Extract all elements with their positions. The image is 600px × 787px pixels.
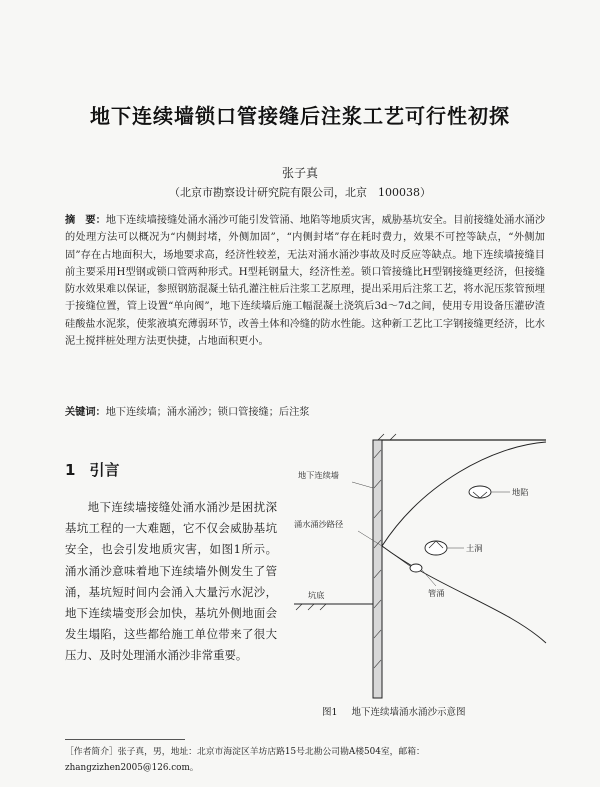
abstract — [65, 212, 545, 350]
keywords-text: 地下连续墙；涌水涌沙；锁口管接缝；后注浆 — [105, 407, 310, 418]
intro-body — [65, 497, 277, 667]
figure-1-diagram — [288, 428, 550, 718]
label-soil-hole: 土洞 — [466, 543, 483, 553]
figure-number: 图1 — [322, 707, 338, 718]
figure-1-caption — [322, 704, 466, 718]
footnote-rule — [65, 739, 185, 740]
abstract-label: 摘 要： — [65, 215, 106, 226]
section-title: 引言 — [89, 461, 120, 479]
keywords — [65, 403, 545, 418]
label-diaphragm-wall: 地下连续墙 — [298, 470, 339, 480]
paper-title: 地下连续墙锁口管接缝后注浆工艺可行性初探 — [90, 104, 510, 128]
intro-paragraph: 地下连续墙接缝处涌水涌沙是困扰深基坑工程的一大难题，它不仅会威胁基坑安全，也会引发地质灾害，如图1所示。涌水涌沙意味着地下连续墙外侧发生了管涌，基坑短时间内会涌入大量污水泥沙，地下连续墙变形会加快，基坑外侧地面会发生塌陷，这些都给施工单位带来了很大压力、及时处理涌水涌沙非常重要。 — [65, 500, 277, 663]
piping-point — [410, 564, 422, 572]
label-piping: 管涌 — [428, 588, 445, 598]
figure-caption-text: 地下连续墙涌水涌沙示意图 — [351, 707, 466, 718]
author-affiliation: （北京市勘察设计研究院有限公司，北京 100038） — [169, 186, 431, 199]
soil-hole — [425, 541, 447, 555]
section-number: 1 — [65, 461, 76, 479]
diaphragm-wall — [373, 440, 382, 698]
label-pit-bottom: 坑底 — [308, 590, 325, 600]
author-name: 张子真 — [281, 166, 318, 180]
sinkhole — [469, 486, 491, 498]
label-sinkhole: 地陷 — [512, 487, 529, 497]
label-seepage-path: 涌水涌沙路径 — [294, 519, 344, 529]
author-footnote: ［作者简介］张子真，男，地址：北京市海淀区羊坊店路15号北勘公司勘A楼504室，邮箱：zhangzizhen2005@126.com。 — [65, 747, 425, 773]
keywords-label: 关键词： — [65, 407, 106, 418]
section-heading — [65, 459, 119, 480]
abstract-text: 地下连续墙接缝处涌水涌沙可能引发管涌、地陷等地质灾害，威胁基坑安全。目前接缝处涌水涌沙的处理方法可以概况为“内侧封堵，外侧加固”，“内侧封堵”存在耗时费力，效果不可控等缺点，“外侧加固”存在占地面积大，场地要求高，经济性较差，无法对涌水涌沙事故及时反应等缺点。地下连续墙接缝目前主要采用H型钢或锁口管两种形式。H型耗钢量大，经济性差。锁口管接缝比H型钢接缝更经济，但接缝防水效果难以保证，参照钢筋混凝土钻孔灌注桩后注浆工艺原理，提出采用后注浆工艺，将水泥压浆管预埋于接缝位置，管上设置“单向阀”，地下连续墙后施工幅混凝土浇筑后3d～7d之间，使用专用设备压灌矽渣硅酸盐水泥浆，使浆液填充薄弱环节，改善土体和冷缝的防水性能。这种新工艺比工字钢接缝更经济，比水泥土搅拌桩处理方法更快捷，占地面积更小。 — [65, 215, 546, 348]
